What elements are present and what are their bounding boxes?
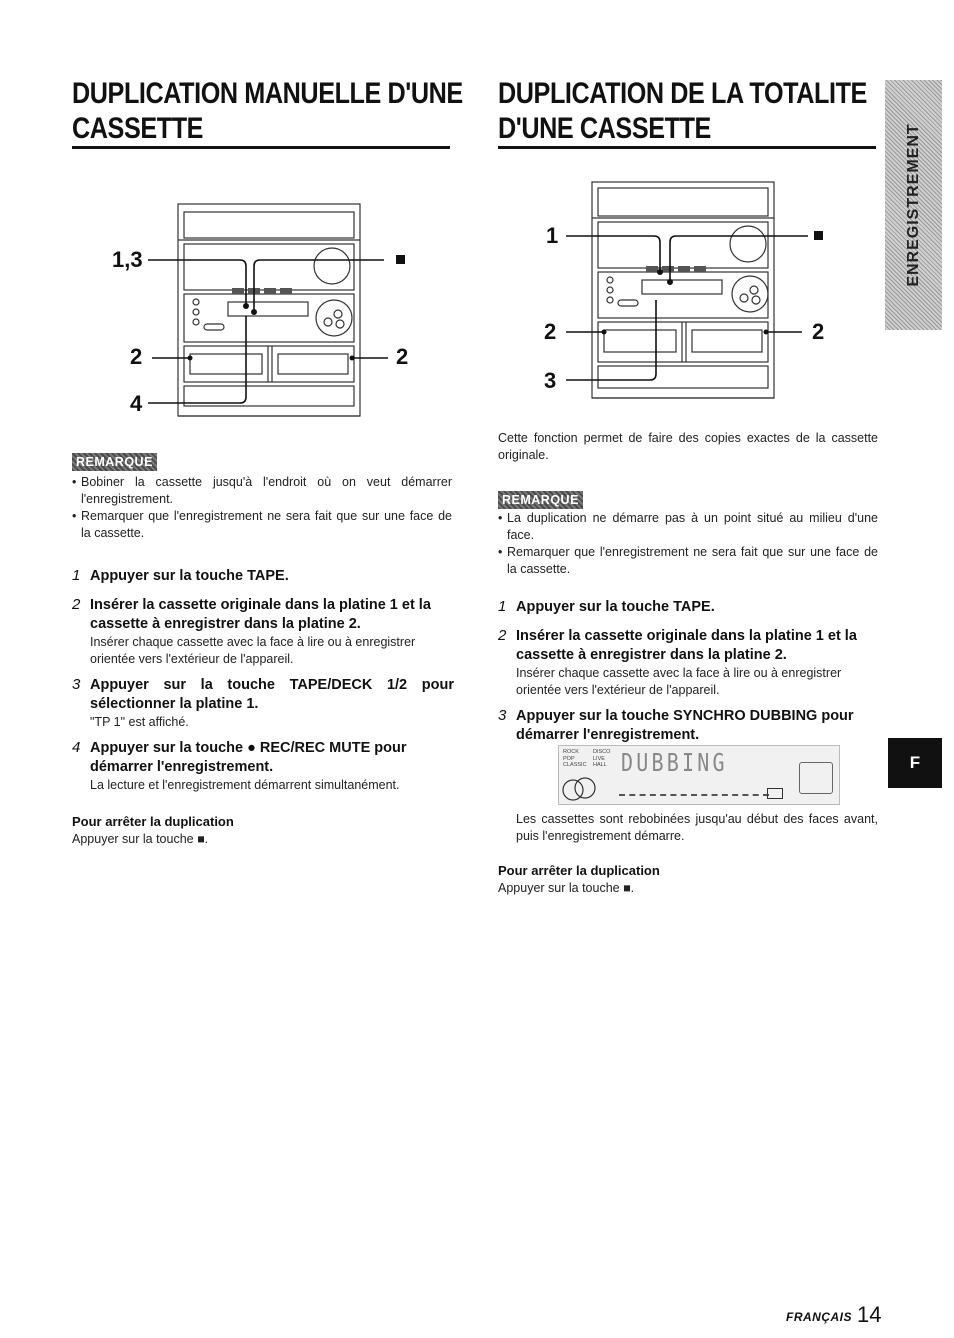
step-heading: Insérer la cassette originale dans la platine 1 et la cassette à enregistrer dans la platine 2.	[90, 597, 431, 632]
right-stereo-illustration	[530, 172, 850, 412]
step-number: 1	[498, 598, 507, 615]
right-intro: Cette fonction permet de faire des copies exactes de la cassette originale.	[498, 431, 878, 462]
left-title-line2: CASSETTE	[72, 112, 204, 145]
step-number: 2	[72, 596, 81, 613]
page-number: 14	[857, 1302, 882, 1327]
right-steps	[498, 598, 878, 745]
display-mode: POP	[563, 755, 575, 762]
display-mode: DISCO	[593, 749, 611, 755]
right-after-display: Les cassettes sont rebobinées jusqu'au début des faces avant, puis l'enregistrement démarre.	[516, 812, 878, 843]
display-mode: HALL	[593, 762, 607, 768]
display-mode: LIVE	[593, 755, 605, 762]
right-notes-list	[498, 510, 878, 578]
right-remarque-badge: REMARQUE	[498, 491, 583, 509]
step-number: 3	[72, 676, 81, 693]
step-description: "TP 1" est affiché.	[90, 715, 189, 729]
callout-2-left: 2	[130, 344, 143, 369]
display-bar	[619, 794, 769, 796]
right-title-line2: D'UNE CASSETTE	[498, 112, 711, 145]
tape-icon	[767, 788, 783, 799]
display-text: DUBBING	[621, 748, 728, 777]
list-item: • La duplication ne démarre pas à un point situé au milieu d'une face.	[498, 510, 878, 544]
callout-4: 4	[130, 391, 143, 416]
callout-2-left: 2	[544, 319, 557, 344]
right-step-2	[498, 627, 878, 699]
left-step-3	[72, 676, 454, 731]
right-stop-label: Pour arrêter la duplication	[498, 863, 660, 878]
list-item: • Bobiner la cassette jusqu'à l'endroit où on veut démarrer l'enregistrement.	[72, 474, 452, 508]
left-notes-list	[72, 474, 452, 542]
right-stop-text: Appuyer sur la touche ■.	[498, 881, 635, 895]
right-step-3	[498, 707, 878, 745]
left-remarque-badge: REMARQUE	[72, 453, 157, 471]
left-stereo-illustration	[100, 190, 440, 430]
footer-language: FRANÇAIS	[786, 1310, 852, 1324]
callout-1-3: 1,3	[112, 247, 143, 272]
left-step-1	[72, 567, 454, 586]
section-side-tab	[885, 80, 942, 330]
step-description: Insérer chaque cassette avec la face à lire ou à enregistrer orientée vers l'extérieur de l'appareil.	[90, 635, 416, 666]
step-heading: Appuyer sur la touche SYNCHRO DUBBING pour démarrer l'enregistrement.	[516, 708, 854, 743]
stereo-unit-drawing	[530, 172, 850, 412]
step-number: 1	[72, 567, 81, 584]
right-title-line1: DUPLICATION DE LA TOTALITE	[498, 77, 867, 110]
cd-icon	[561, 776, 597, 802]
list-item: • Remarquer que l'enregistrement ne sera fait que sur une face de la cassette.	[498, 544, 878, 578]
left-steps	[72, 567, 454, 794]
display-mode: CLASSIC	[563, 762, 587, 768]
step-heading: Appuyer sur la touche TAPE/DECK 1/2 pour sélectionner la platine 1.	[90, 677, 454, 712]
list-item: • Remarquer que l'enregistrement ne sera fait que sur une face de la cassette.	[72, 508, 452, 542]
step-heading: Appuyer sur la touche TAPE.	[516, 599, 715, 615]
stereo-unit-drawing	[100, 190, 440, 430]
step-number: 4	[72, 739, 81, 756]
left-step-2	[72, 596, 454, 668]
left-title-rule	[72, 146, 450, 149]
step-number: 2	[498, 627, 507, 644]
right-step-1	[498, 598, 878, 617]
step-heading: Insérer la cassette originale dans la platine 1 et la cassette à enregistrer dans la platine 2.	[516, 628, 857, 663]
right-title-rule	[498, 146, 876, 149]
display-mode: ROCK	[563, 749, 579, 755]
callout-3: 3	[544, 368, 557, 393]
lcd-display	[558, 745, 840, 805]
section-side-tab-label: ENREGISTREMENT	[904, 123, 922, 287]
left-step-4	[72, 739, 454, 794]
language-tab: F	[888, 738, 942, 788]
step-description: La lecture et l'enregistrement démarrent simultanément.	[90, 778, 400, 792]
callout-1: 1	[546, 223, 559, 248]
callout-2-right: 2	[812, 319, 825, 344]
display-segment-box	[799, 762, 833, 794]
step-description: Insérer chaque cassette avec la face à lire ou à enregistrer orientée vers l'extérieur de l'appareil.	[516, 666, 842, 697]
step-heading: Appuyer sur la touche TAPE.	[90, 568, 289, 584]
display-mode-list	[563, 749, 623, 769]
step-number: 3	[498, 707, 507, 724]
left-title-line1: DUPLICATION MANUELLE D'UNE	[72, 77, 463, 110]
left-stop-label: Pour arrêter la duplication	[72, 814, 234, 829]
left-stop-text: Appuyer sur la touche ■.	[72, 832, 209, 846]
callout-2-right: 2	[396, 344, 409, 369]
step-heading: Appuyer sur la touche ● REC/REC MUTE pour démarrer l'enregistrement.	[90, 740, 407, 775]
